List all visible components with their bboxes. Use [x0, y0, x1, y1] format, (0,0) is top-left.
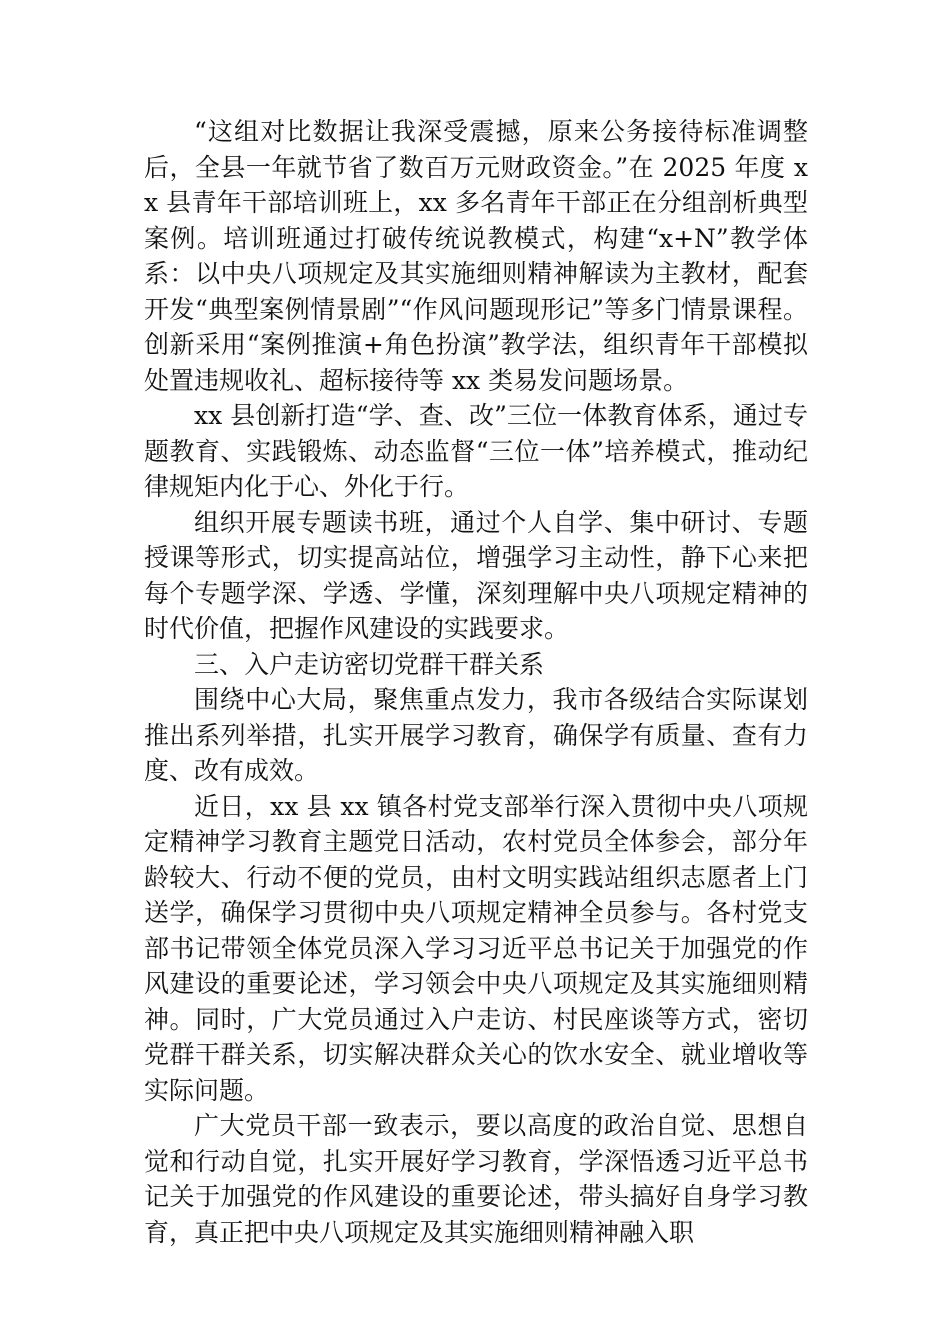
paragraph-cadre-statement: 广大党员干部一致表示，要以高度的政治自觉、思想自觉和行动自觉，扎实开展好学习教育，学深悟透习近平总书记关于加强党的作风建设的重要论述，带头搞好自身学习教育，真正把中央八项规定及其实施细则精神融入职 — [144, 1111, 808, 1247]
paragraph-city-measures: 围绕中心大局，聚焦重点发力，我市各级结合实际谋划推出系列举措，扎实开展学习教育，确保学有质量、查有力度、改有成效。 — [144, 685, 808, 785]
paragraph-education-system: xx 县创新打造“学、查、改”三位一体教育体系，通过专题教育、实践锻炼、动态监督“三位一体”培养模式，推动纪律规矩内化于心、外化于行。 — [144, 401, 808, 501]
document-body — [144, 114, 808, 1250]
paragraph-reading-class: 组织开展专题读书班，通过个人自学、集中研讨、专题授课等形式，切实提高站位，增强学习主动性，静下心来把每个专题学深、学透、学懂，深刻理解中央八项规定精神的时代价值，把握作风建设的实践要求。 — [144, 507, 808, 643]
paragraph-village-activity: 近日，xx 县 xx 镇各村党支部举行深入贯彻中央八项规定精神学习教育主题党日活动，农村党员全体参会，部分年龄较大、行动不便的党员，由村文明实践站组织志愿者上门送学，确保学习贯彻中央八项规定精神全员参与。各村党支部书记带领全体党员深入学习习近平总书记关于加强党的作风建设的重要论述，学习领会中央八项规定及其实施细则精神。同时，广大党员通过入户走访、村民座谈等方式，密切党群干群关系，切实解决群众关心的饮水安全、就业增收等实际问题。 — [144, 791, 808, 1105]
paragraph-training-class: “这组对比数据让我深受震撼，原来公务接待标准调整后，全县一年就节省了数百万元财政资金。”在 2025 年度 xx 县青年干部培训班上，xx 多名青年干部正在分组剖析典型案例。培训班通过打破传统说教模式，构建“x+N”教学体系：以中央八项规定及其实施细则精神解读为主教材，配套开发“典型案例情景剧”“作风问题现形记”等多门情景课程。创新采用“案例推演+角色扮演”教学法，组织青年干部模拟处置违规收礼、超标接待等 xx 类易发问题场景。 — [144, 117, 808, 395]
section-heading: 三、入户走访密切党群干群关系 — [194, 649, 545, 679]
